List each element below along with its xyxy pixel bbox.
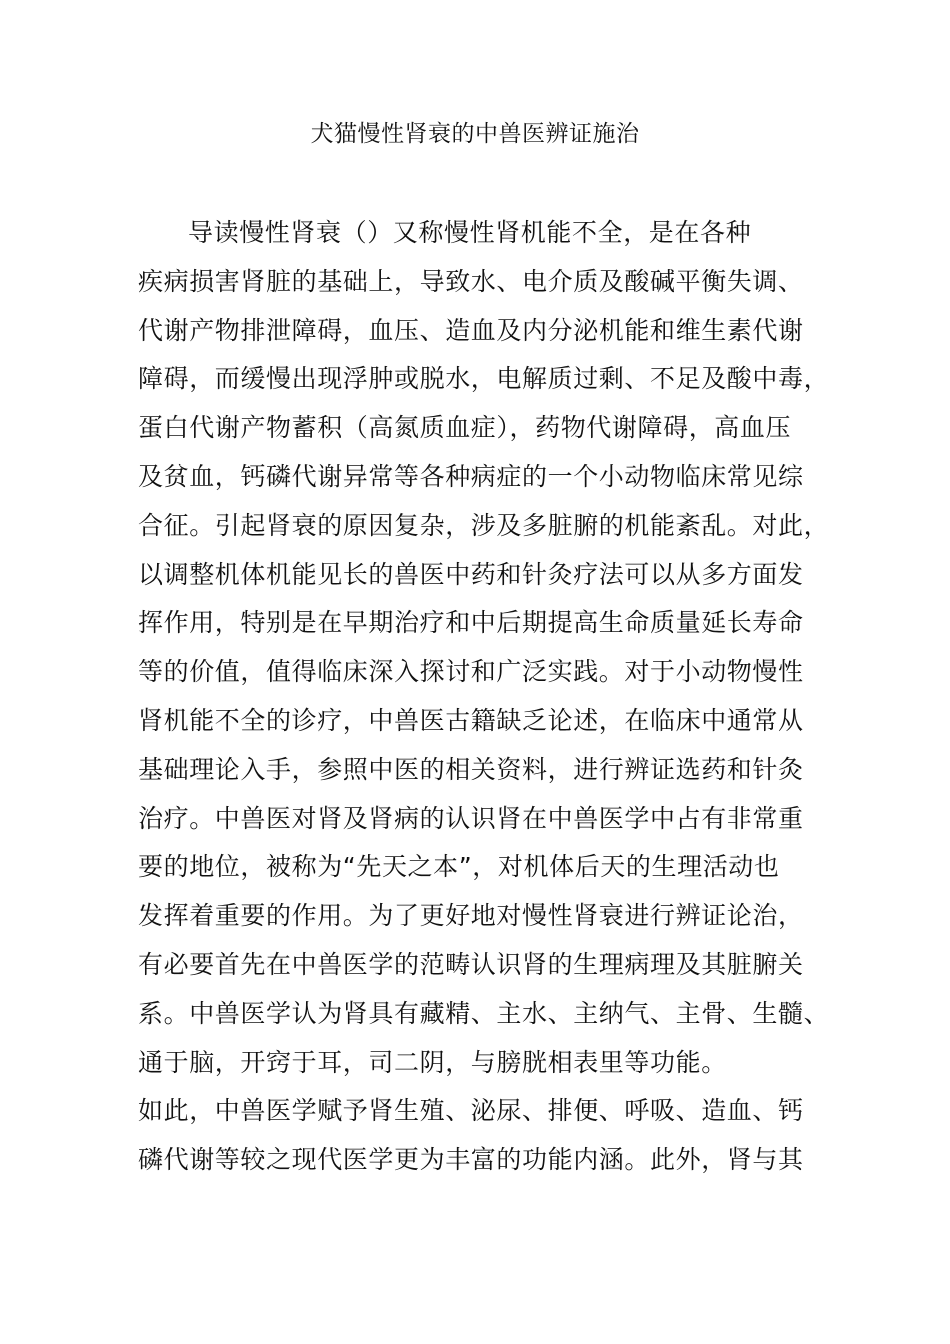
- paragraph-line: 如此，中兽医学赋予肾生殖、泌尿、排便、呼吸、造血、钙: [138, 1096, 804, 1126]
- paragraph-line: 及贫血，钙磷代谢异常等各种病症的一个小动物临床常见综: [138, 461, 804, 491]
- paragraph-line: 磷代谢等较之现代医学更为丰富的功能内涵。此外，肾与其: [138, 1145, 804, 1175]
- paragraph-line: 等的价值，值得临床深入探讨和广泛实践。对于小动物慢性: [138, 657, 804, 687]
- paragraph-line: 有必要首先在中兽医学的范畴认识肾的生理病理及其脏腑关: [138, 949, 804, 979]
- paragraph-line: 治疗。中兽医对肾及肾病的认识肾在中兽医学中占有非常重: [138, 803, 804, 833]
- paragraph-line: 代谢产物排泄障碍，血压、造血及内分泌机能和维生素代谢: [138, 315, 804, 345]
- paragraph-line: 发挥着重要的作用。为了更好地对慢性肾衰进行辨证论治，: [138, 901, 804, 931]
- document-title: 犬猫慢性肾衰的中兽医辨证施治: [310, 121, 640, 147]
- paragraph-line: 蛋白代谢产物蓄积（高氮质血症），药物代谢障碍，高血压: [138, 413, 792, 443]
- paragraph-line: 通于脑，开窍于耳，司二阴，与膀胱相表里等功能。: [138, 1047, 727, 1077]
- paragraph-line: 要的地位，被称为“先天之本”，对机体后天的生理活动也: [138, 852, 780, 882]
- paragraph-line: 疾病损害肾脏的基础上，导致水、电介质及酸碱平衡失调、: [138, 266, 804, 296]
- paragraph-line: 肾机能不全的诊疗，中兽医古籍缺乏论述，在临床中通常从: [138, 705, 804, 735]
- document-body: [138, 209, 830, 1185]
- paragraph-line: 挥作用，特别是在早期治疗和中后期提高生命质量延长寿命: [138, 608, 804, 638]
- paragraph-line: 基础理论入手，参照中医的相关资料，进行辨证选药和针灸: [138, 754, 804, 784]
- paragraph-line: 系。中兽医学认为肾具有藏精、主水、主纳气、主骨、生髓、: [138, 998, 830, 1028]
- paragraph-line: 合征。引起肾衰的原因复杂，涉及多脏腑的机能紊乱。对此，: [138, 510, 830, 540]
- paragraph-line: 导读慢性肾衰（）又称慢性肾机能不全，是在各种: [188, 218, 752, 247]
- paragraph-line: 以调整机体机能见长的兽医中药和针灸疗法可以从多方面发: [138, 559, 804, 589]
- paragraph-line: 障碍，而缓慢出现浮肿或脱水，电解质过剩、不足及酸中毒，: [138, 364, 830, 394]
